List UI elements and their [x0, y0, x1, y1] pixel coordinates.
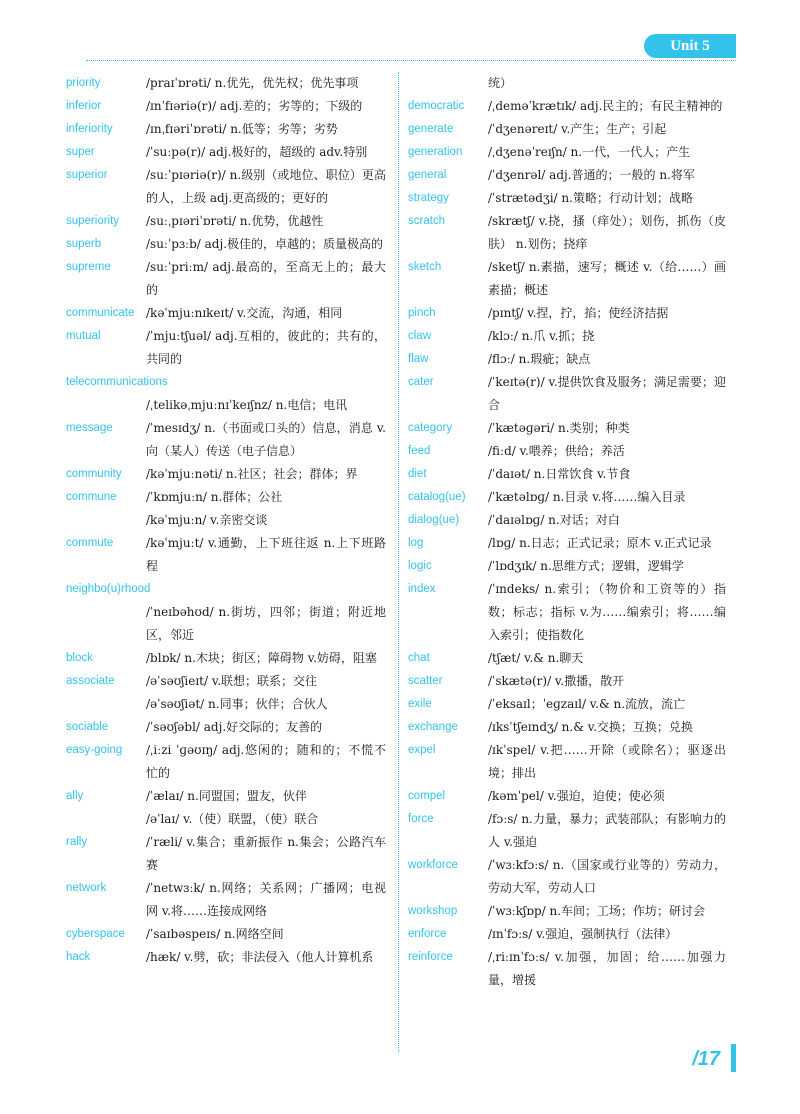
- vocab-definition: /skrætʃ/ v.挠，搔（痒处）；划伤，抓伤（皮肤） n.划伤；挠痒: [488, 214, 726, 251]
- vocab-word: priority: [66, 77, 101, 89]
- vocab-entry: [66, 141, 386, 164]
- vocab-definition: /ˈwɜːkfɔːs/ n.（国家或行业等的）劳动力，劳动大军，劳动人口: [488, 858, 726, 895]
- vocab-definition: /kəˈmjuːnɪkeɪt/ v.交流，沟通，相同: [146, 306, 343, 320]
- vocab-word: inferiority: [66, 123, 113, 135]
- vocab-definition: /ˈmjuːtʃuəl/ adj.互相的，彼此的；共有的，共同的: [146, 329, 386, 366]
- vocab-word: hack: [66, 951, 91, 963]
- vocab-definition: /ˈwɜːkʃɒp/ n.车间；工场；作坊；研讨会: [488, 904, 706, 918]
- vocab-word: super: [66, 146, 95, 158]
- vocab-entry: [408, 578, 726, 647]
- vocab-entry: [66, 785, 386, 808]
- vocab-word: general: [408, 169, 447, 181]
- vocab-entry: [66, 923, 386, 946]
- vocab-word: feed: [408, 445, 431, 457]
- vocab-definition: /sketʃ/ n.素描，速写；概述 v.（给……）画素描；概述: [488, 260, 726, 297]
- vocab-definition: /kəˈmjuːnəti/ n.社区；社会；群体；界: [146, 467, 358, 481]
- vocab-entry: [66, 210, 386, 233]
- vocab-word: superior: [66, 169, 108, 181]
- vocab-word: communicate: [66, 307, 135, 319]
- vocab-entry: [66, 808, 386, 831]
- vocab-entry: [66, 233, 386, 256]
- page-number: /17: [692, 1048, 720, 1070]
- vocab-word: chat: [408, 652, 430, 664]
- vocab-entry: [66, 325, 386, 371]
- vocab-definition: /suːˈpriːm/ adj.最高的，至高无上的；最大的: [146, 260, 386, 297]
- vocab-word: ally: [66, 790, 84, 802]
- vocab-entry: [66, 578, 386, 647]
- vocab-definition: /ˈsaɪbəspeɪs/ n.网络空间: [146, 927, 284, 941]
- vocab-definition: /ˈkeɪtə(r)/ v.提供饮食及服务；满足需要；迎合: [488, 375, 726, 412]
- vocab-entry: [408, 440, 726, 463]
- vocab-definition: /ˈræli/ v.集合；重新振作 n.集会；公路汽车赛: [146, 835, 386, 872]
- vocab-definition: /blɒk/ n.木块；街区；障碍物 v.妨碍，阻塞: [146, 651, 377, 665]
- vocab-entry: [66, 831, 386, 877]
- vocab-definition: /ˈnetwɜːk/ n.网络；关系网；广播网；电视网 v.将……连接成网络: [146, 881, 386, 918]
- vocab-word: easy-going: [66, 744, 123, 756]
- vocab-entry: [66, 302, 386, 325]
- vocab-definition: /ˈdaɪəlɒɡ/ n.对话；对白: [488, 513, 620, 527]
- vocab-word: sociable: [66, 721, 109, 733]
- vocab-entry: [66, 670, 386, 693]
- vocab-word: claw: [408, 330, 432, 342]
- vocab-word: workforce: [408, 859, 458, 871]
- vocab-entry: [408, 486, 726, 509]
- vocab-word: superb: [66, 238, 102, 250]
- vocab-definition: /ɪksˈtʃeɪndʒ/ n.& v.交换；互换；兑换: [488, 720, 693, 734]
- vocab-entry: [408, 532, 726, 555]
- vocab-word: inferior: [66, 100, 102, 112]
- vocab-entry: [408, 164, 726, 187]
- vocab-entry: [66, 95, 386, 118]
- vocab-definition: /ˈlɒdʒɪk/ n.思维方式；逻辑，逻辑学: [488, 559, 684, 573]
- vocab-entry: [408, 325, 726, 348]
- vocab-word: expel: [408, 744, 436, 756]
- vocab-entry: [66, 509, 386, 532]
- vocab-entry: [408, 509, 726, 532]
- vocab-entry: [66, 486, 386, 509]
- vocab-definition: /ˌdʒenəˈreɪʃn/ n.一代，一代人；产生: [488, 145, 691, 159]
- vocab-definition: /ˈkætəlɒɡ/ n.目录 v.将……编入目录: [488, 490, 686, 504]
- vocab-definition: /tʃæt/ v.& n.聊天: [488, 651, 584, 665]
- column-divider: [398, 72, 399, 1052]
- vocab-definition: /kəˈmjuːn/ v.亲密交谈: [146, 513, 268, 527]
- vocab-definition: /ɪnˈfɔːs/ v.强迫，强制执行（法律）: [488, 927, 678, 941]
- vocab-entry: [408, 854, 726, 900]
- vocab-entry: [408, 900, 726, 923]
- vocab-word: sketch: [408, 261, 442, 273]
- vocab-entry: [408, 256, 726, 302]
- vocab-definition: /kəˈmjuːt/ v.通勤，上下班往返 n.上下班路程: [146, 536, 386, 573]
- vocab-entry: [408, 670, 726, 693]
- vocab-definition: /hæk/ v.劈，砍；非法侵入（他人计算机系: [146, 950, 374, 964]
- vocab-word: logic: [408, 560, 432, 572]
- vocab-word: scratch: [408, 215, 446, 227]
- vocab-word: reinforce: [408, 951, 453, 963]
- vocab-entry: [408, 716, 726, 739]
- vocab-definition: /ˈælaɪ/ n.同盟国；盟友，伙伴: [146, 789, 307, 803]
- vocab-word: superiority: [66, 215, 120, 227]
- vocab-entry: [66, 647, 386, 670]
- vocab-word: force: [408, 813, 434, 825]
- vocab-definition: /flɔː/ n.瑕疵；缺点: [488, 352, 591, 366]
- left-column: [66, 72, 386, 969]
- vocab-entry: [408, 302, 726, 325]
- vocab-word: index: [408, 583, 436, 595]
- vocab-entry: [66, 72, 386, 95]
- vocab-entry: [408, 923, 726, 946]
- vocab-word: commune: [66, 491, 117, 503]
- vocab-definition: /ˈdʒenrəl/ adj.普通的；一般的 n.将军: [488, 168, 695, 182]
- vocab-entry: [66, 164, 386, 210]
- vocab-definition: /ˈsəʊʃəbl/ adj.好交际的；友善的: [146, 720, 323, 734]
- vocab-entry: [408, 647, 726, 670]
- vocab-entry: [66, 877, 386, 923]
- vocab-definition: /ɪkˈspel/ v.把……开除（或除名）；驱逐出境；排出: [488, 743, 726, 780]
- vocab-word: exchange: [408, 721, 458, 733]
- vocab-definition: /suːˌpɪəriˈɒrəti/ n.优势，优越性: [146, 214, 324, 228]
- vocab-word: pinch: [408, 307, 436, 319]
- vocab-definition: /ˈdʒenəreɪt/ v.产生；生产；引起: [488, 122, 667, 136]
- vocab-definition: /ˈstrætədʒi/ n.策略；行动计划；战略: [488, 191, 693, 205]
- unit-label: Unit 5: [670, 37, 710, 54]
- vocab-entry: [66, 417, 386, 463]
- vocab-word: diet: [408, 468, 427, 480]
- vocab-word: dialog(ue): [408, 514, 460, 526]
- vocab-entry: [66, 739, 386, 785]
- vocab-word: category: [408, 422, 453, 434]
- vocab-word: compel: [408, 790, 446, 802]
- vocab-entry: [408, 72, 726, 95]
- vocab-definition: /lɒɡ/ n.日志；正式记录；原木 v.正式记录: [488, 536, 712, 550]
- vocab-entry: [408, 785, 726, 808]
- vocab-entry: [408, 808, 726, 854]
- vocab-definition: /ˈneɪbəhʊd/ n.街坊，四邻；街道；附近地区，邻近: [146, 605, 386, 642]
- vocab-entry: [408, 946, 726, 992]
- vocab-entry: [408, 417, 726, 440]
- vocab-word: associate: [66, 675, 115, 687]
- vocab-definition: /ˌiːzi ˈɡəʊɪŋ/ adj.悠闲的；随和的；不慌不忙的: [146, 743, 386, 780]
- vocab-word: message: [66, 422, 113, 434]
- vocab-word: catalog(ue): [408, 491, 466, 503]
- vocab-definition: /suːˈpɜːb/ adj.极佳的，卓越的；质量极高的: [146, 237, 384, 251]
- vocab-definition: /ˈkætəɡəri/ n.类别；种类: [488, 421, 630, 435]
- vocab-entry: [408, 693, 726, 716]
- vocab-word: cater: [408, 376, 434, 388]
- vocab-entry: [408, 141, 726, 164]
- vocab-entry: [408, 348, 726, 371]
- vocab-definition: /praɪˈɒrəti/ n.优先，优先权；优先事项: [146, 76, 359, 90]
- vocab-entry: [66, 693, 386, 716]
- vocab-entry: [66, 946, 386, 969]
- vocab-entry: [66, 532, 386, 578]
- vocab-word: supreme: [66, 261, 111, 273]
- vocab-definition: /kəmˈpel/ v.强迫，迫使；使必须: [488, 789, 665, 803]
- vocab-definition: /fiːd/ v.喂养；供给；养活: [488, 444, 625, 458]
- vocab-definition: /əˈlaɪ/ v.（使）联盟，（使）联合: [146, 812, 319, 826]
- vocab-word: generation: [408, 146, 463, 158]
- vocab-entry: [408, 118, 726, 141]
- vocab-definition: /ˌdeməˈkrætɪk/ adj.民主的；有民主精神的: [488, 99, 723, 113]
- vocab-definition: /ˌtelikəˌmjuːnɪˈkeɪʃnz/ n.电信；电讯: [146, 398, 348, 412]
- vocab-word: cyberspace: [66, 928, 125, 940]
- vocab-definition: /ˈeksaɪl；ˈeɡzaɪl/ v.& n.流放，流亡: [488, 697, 686, 711]
- page-number-bar: [731, 1044, 736, 1072]
- right-column: [408, 72, 726, 992]
- vocab-entry: [66, 371, 386, 417]
- header-rule: [86, 60, 736, 63]
- vocab-word: democratic: [408, 100, 465, 112]
- vocab-word: commute: [66, 537, 114, 549]
- vocab-entry: [66, 118, 386, 141]
- vocab-word: generate: [408, 123, 454, 135]
- vocab-entry: [66, 256, 386, 302]
- vocab-word: workshop: [408, 905, 458, 917]
- vocab-definition: 统）: [488, 76, 513, 90]
- vocab-definition: /ɪnˈfɪəriə(r)/ adj.差的；劣等的；下级的: [146, 99, 363, 113]
- vocab-entry: [408, 187, 726, 210]
- vocab-definition: /ˈmesɪdʒ/ n.（书面或口头的）信息，消息 v.向（某人）传送（电子信息）: [146, 421, 386, 458]
- vocab-definition: /ˈkɒmjuːn/ n.群体；公社: [146, 490, 283, 504]
- vocab-entry: [408, 210, 726, 256]
- vocab-definition: /əˈsəʊʃieɪt/ v.联想；联系；交往: [146, 674, 318, 688]
- vocab-definition: /ˈskætə(r)/ v.撒播，散开: [488, 674, 625, 688]
- vocab-entry: [408, 371, 726, 417]
- vocab-entry: [408, 555, 726, 578]
- vocab-definition: /klɔː/ n.爪 v.抓；挠: [488, 329, 595, 343]
- vocab-word: network: [66, 882, 107, 894]
- vocab-definition: /pɪntʃ/ v.捏，拧，掐；使经济拮据: [488, 306, 669, 320]
- vocab-word: strategy: [408, 192, 449, 204]
- vocab-word: block: [66, 652, 93, 664]
- vocab-word: neighbo(u)rhood: [66, 583, 151, 595]
- vocab-word: enforce: [408, 928, 447, 940]
- vocab-definition: /ˈsuːpə(r)/ adj.极好的，超级的 adv.特别: [146, 145, 368, 159]
- vocab-entry: [408, 463, 726, 486]
- vocab-word: flaw: [408, 353, 429, 365]
- vocab-definition: /ˌriːɪnˈfɔːs/ v.加强，加固；给……加强力量，增援: [488, 950, 726, 987]
- vocab-word: log: [408, 537, 424, 549]
- vocab-entry: [66, 463, 386, 486]
- vocab-definition: /ˈdaɪət/ n.日常饮食 v.节食: [488, 467, 631, 481]
- vocab-definition: /suːˈpɪəriə(r)/ n.级别（或地位、职位）更高的人，上级 adj.更高级的；更好的: [146, 168, 386, 205]
- unit-tab: [644, 34, 736, 58]
- vocab-definition: /ˈɪndeks/ n.索引；（物价和工资等的）指数；标志；指标 v.为……编索引；将……编入索引；使指数化: [488, 582, 726, 642]
- vocab-word: mutual: [66, 330, 101, 342]
- vocab-definition: /əˈsəʊʃiət/ n.同事；伙伴；合伙人: [146, 697, 328, 711]
- vocab-word: telecommunications: [66, 376, 168, 388]
- vocab-entry: [66, 716, 386, 739]
- vocab-entry: [408, 739, 726, 785]
- vocab-word: community: [66, 468, 122, 480]
- vocab-definition: /fɔːs/ n.力量，暴力；武装部队；有影响力的人 v.强迫: [488, 812, 726, 849]
- vocab-word: rally: [66, 836, 88, 848]
- vocab-word: exile: [408, 698, 432, 710]
- vocab-word: scatter: [408, 675, 443, 687]
- vocab-definition: /ɪnˌfɪəriˈɒrəti/ n.低等；劣等；劣势: [146, 122, 338, 136]
- vocab-entry: [408, 95, 726, 118]
